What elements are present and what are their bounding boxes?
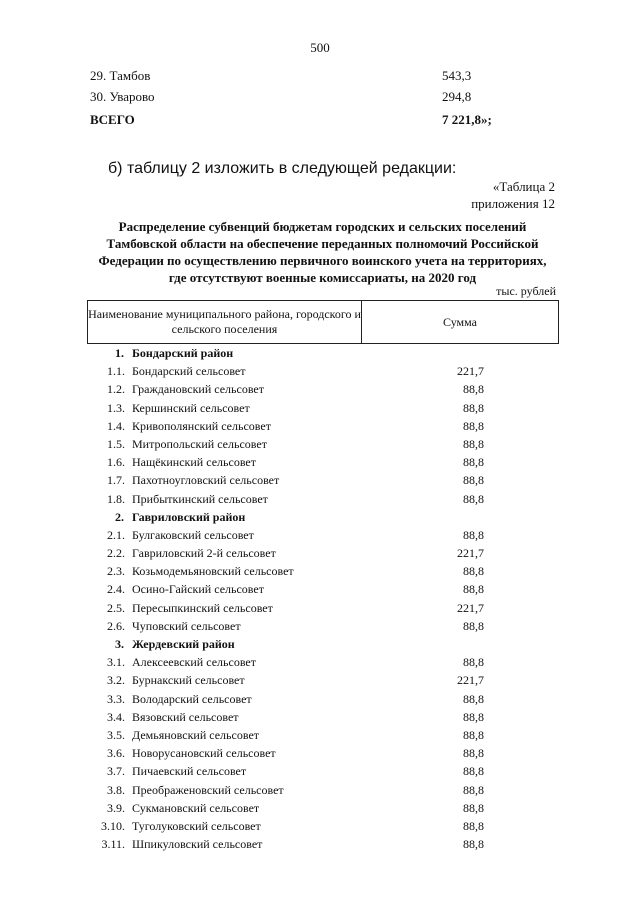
table-row: [0, 363, 640, 381]
table-row: [0, 581, 640, 599]
header-sum-column: Сумма: [443, 314, 477, 329]
row-name: Бондарский сельсовет: [132, 364, 246, 379]
row-number: 2.4.: [107, 582, 125, 597]
row-number: 1.2.: [107, 382, 125, 397]
row-name: Пахотноугловский сельсовет: [132, 473, 280, 488]
row-amount: 88,8: [463, 818, 484, 833]
list-item: [90, 89, 510, 110]
table-row: [0, 491, 640, 509]
units-label: тыс. рублей: [496, 284, 556, 298]
table-row: [0, 454, 640, 472]
row-name: Пересыпкинский сельсовет: [132, 600, 273, 615]
row-name: Пичаевский сельсовет: [132, 764, 247, 779]
row-name: Новорусановский сельсовет: [132, 746, 276, 761]
row-number: 2.5.: [107, 600, 125, 615]
row-number: 3.10.: [101, 818, 125, 833]
district-row: [0, 509, 640, 527]
row-number: 3.4.: [107, 709, 125, 724]
table-row: [0, 600, 640, 618]
row-number: 2.3.: [107, 564, 125, 579]
row-amount: 88,8: [463, 691, 484, 706]
previous-table-end: [90, 68, 510, 133]
row-number: 2.1.: [107, 527, 125, 542]
row-number: 1.6.: [107, 455, 125, 470]
district-row: [0, 636, 640, 654]
district-row: [0, 345, 640, 363]
row-name: Алексеевский сельсовет: [132, 655, 256, 670]
row-number: 1.: [115, 346, 124, 360]
row-number: 3.1.: [107, 655, 125, 670]
row-number: 1.1.: [107, 364, 125, 379]
row-number: 1.5.: [107, 436, 125, 451]
total-label: ВСЕГО: [90, 112, 135, 127]
table-row: [0, 836, 640, 854]
row-name: Граждановский сельсовет: [132, 382, 264, 397]
row-amount: 88,8: [463, 800, 484, 815]
table-ref-line1: «Таблица 2: [492, 179, 555, 194]
locality-amount: 294,8: [442, 89, 472, 104]
table-row: [0, 418, 640, 436]
row-name: Булгаковский сельсовет: [132, 527, 254, 542]
amendment-instruction: б) таблицу 2 изложить в следующей редакции:: [108, 160, 457, 177]
table-row: [0, 782, 640, 800]
table-row: [0, 654, 640, 672]
row-number: 3.8.: [107, 782, 125, 797]
row-amount: 88,8: [463, 400, 484, 415]
row-number: 3.11.: [101, 837, 125, 852]
row-name: Вязовский сельсовет: [132, 709, 239, 724]
row-name: Демьяновский сельсовет: [132, 727, 260, 742]
table-row: [0, 527, 640, 545]
row-amount: 88,8: [463, 837, 484, 852]
row-number: 1.7.: [107, 473, 125, 488]
table-row: [0, 436, 640, 454]
table-row: [0, 472, 640, 490]
row-name: Шпикуловский сельсовет: [132, 837, 263, 852]
row-name: Митропольский сельсовет: [132, 436, 267, 451]
table-title: Распределение субвенций бюджетам городских и сельских поселений Тамбовской области на обеспечение переданных полномочий Российской Федерации по осуществлению первичного воинского учета на территориях, где отсутствуют военные комиссариаты, на 2020 год: [98, 219, 547, 285]
table-row: [0, 727, 640, 745]
table-row: [0, 545, 640, 563]
row-amount: 88,8: [463, 382, 484, 397]
row-name: Осино-Гайский сельсовет: [132, 582, 264, 597]
row-number: 1.3.: [107, 400, 125, 415]
row-name: Туголуковский сельсовет: [132, 818, 261, 833]
row-number: 2.2.: [107, 546, 125, 561]
row-name: Бурнакский сельсовет: [132, 673, 245, 688]
row-amount: 88,8: [463, 727, 484, 742]
row-name: Нащёкинский сельсовет: [132, 455, 256, 470]
table-body: [0, 345, 640, 854]
row-amount: 88,8: [463, 491, 484, 506]
row-number: 3.6.: [107, 746, 125, 761]
page-number: 500: [310, 40, 330, 55]
row-amount: 88,8: [463, 764, 484, 779]
table-row: [0, 745, 640, 763]
table-row: [0, 709, 640, 727]
row-amount: 88,8: [463, 655, 484, 670]
row-name: Бондарский район: [132, 346, 234, 360]
locality-name: 29. Тамбов: [90, 68, 151, 83]
row-name: Чуповский сельсовет: [132, 618, 241, 633]
row-name: Гавриловский район: [132, 509, 246, 524]
row-number: 2.: [115, 509, 124, 524]
row-amount: 88,8: [463, 564, 484, 579]
row-number: 3.2.: [107, 673, 125, 688]
row-name: Преображеновский сельсовет: [132, 782, 284, 797]
table-header: [87, 300, 559, 344]
row-number: 3.9.: [107, 800, 125, 815]
row-amount: 88,8: [463, 582, 484, 597]
row-number: 3.3.: [107, 691, 125, 706]
table-reference: [471, 178, 555, 212]
row-amount: 221,7: [457, 600, 484, 615]
row-number: 3.: [115, 637, 124, 651]
header-name-column: Наименование муниципального района, городского и сельского поселения: [88, 301, 362, 343]
row-amount: 88,8: [463, 455, 484, 470]
total-value: 7 221,8»;: [442, 112, 492, 127]
row-name: Жердевский район: [132, 637, 235, 651]
row-amount: 88,8: [463, 436, 484, 451]
row-name: Кривополянский сельсовет: [132, 418, 271, 433]
row-name: Кершинский сельсовет: [132, 400, 250, 415]
row-amount: 88,8: [463, 782, 484, 797]
row-amount: 88,8: [463, 709, 484, 724]
row-number: 3.7.: [107, 764, 125, 779]
row-name: Гавриловский 2-й сельсовет: [132, 546, 276, 561]
table-row: [0, 672, 640, 690]
table-row: [0, 381, 640, 399]
total-row: [90, 112, 510, 133]
row-amount: 221,7: [457, 673, 484, 688]
table-row: [0, 618, 640, 636]
row-amount: 88,8: [463, 746, 484, 761]
row-name: Сукмановский сельсовет: [132, 800, 260, 815]
table-row: [0, 800, 640, 818]
locality-name: 30. Уварово: [90, 89, 155, 104]
row-amount: 221,7: [457, 364, 484, 379]
row-name: Володарский сельсовет: [132, 691, 252, 706]
table-row: [0, 763, 640, 781]
row-amount: 88,8: [463, 473, 484, 488]
row-number: 2.6.: [107, 618, 125, 633]
row-number: 1.4.: [107, 418, 125, 433]
table-row: [0, 818, 640, 836]
row-amount: 88,8: [463, 527, 484, 542]
table-ref-line2: приложения 12: [471, 196, 555, 211]
locality-amount: 543,3: [442, 68, 472, 83]
row-amount: 88,8: [463, 618, 484, 633]
table-row: [0, 563, 640, 581]
row-name: Козьмодемьяновский сельсовет: [132, 564, 294, 579]
table-row: [0, 400, 640, 418]
row-amount: 88,8: [463, 418, 484, 433]
row-amount: 221,7: [457, 546, 484, 561]
row-number: 3.5.: [107, 727, 125, 742]
table-row: [0, 691, 640, 709]
row-name: Прибыткинский сельсовет: [132, 491, 268, 506]
list-item: [90, 68, 510, 89]
row-number: 1.8.: [107, 491, 125, 506]
